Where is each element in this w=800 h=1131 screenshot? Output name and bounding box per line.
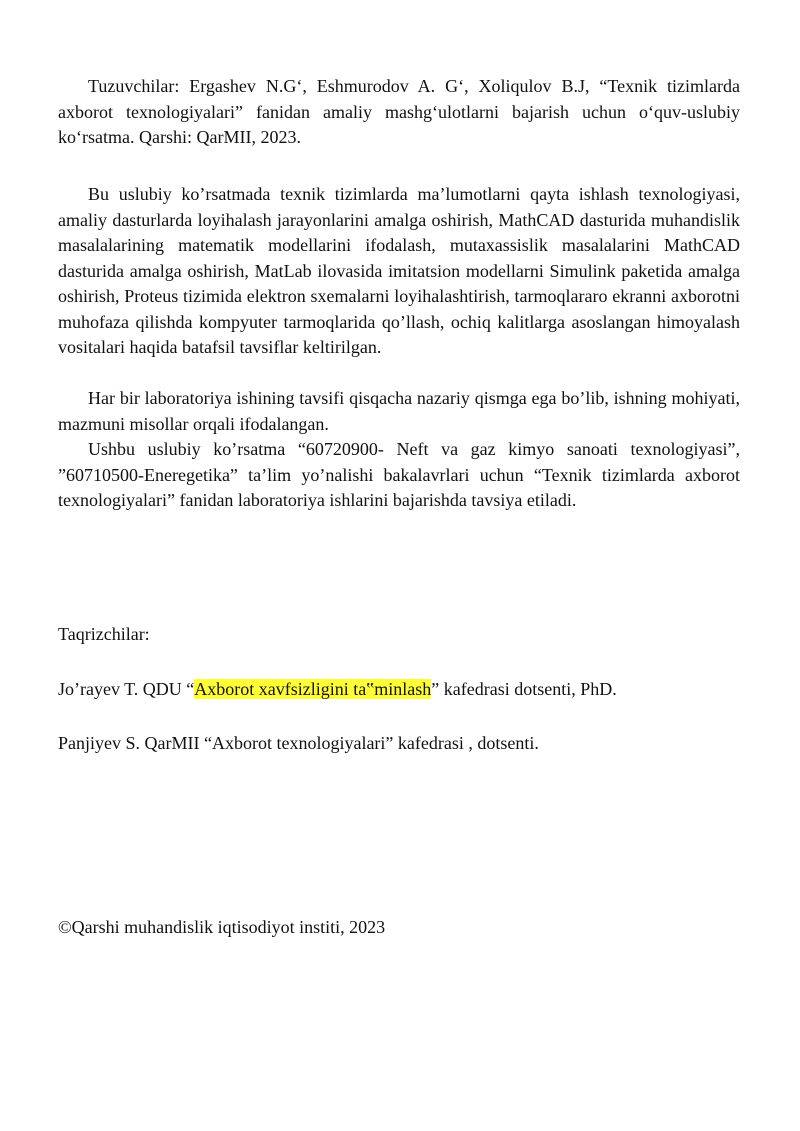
reviewer-1-suffix: ” kafedrasi dotsenti, PhD. [431,679,617,699]
copyright-line: ©Qarshi muhandislik iqtisodiyot institi, 2023 [58,917,386,937]
abstract-paragraph-3: Ushbu uslubiy ko’rsatma “60720900- Neft va gaz kimyo sanoati texnologiyasi”, ”60710500-Eneregetika” ta’lim yo’nalishi bakalavrlari uchun “Texnik tizimlarda axborot texnologiyalari” fanidan laboratoriya ishlarini bajarishda tavsiya etiladi. [58,439,740,510]
reviewer-1-prefix: Jo’rayev T. QDU “ [58,679,195,699]
reviewers-heading: Taqrizchilar: [58,624,150,644]
authors-paragraph: Tuzuvchilar: Ergashev N.G‘, Eshmurodov A. G‘, Xoliqulov B.J, “Texnik tizimlarda axborot texnologiyalari” fanidan amaliy mashg‘ulotlarni bajarish uchun o‘quv-uslubiy ko‘rsatma. Qarshi: QarMII, 2023. [58,76,740,147]
reviewer-2: Panjiyev S. QarMII “Axborot texnologiyalari” kafedrasi , dotsenti. [58,733,539,753]
reviewer-1 [58,677,617,703]
abstract-paragraph-2: Har bir laboratoriya ishining tavsifi qisqacha nazariy qismga ega bo’lib, ishning mohiyati, mazmuni misollar orqali ifodalangan. [58,388,740,434]
reviewer-1-highlighted-department: Axborot xavfsizligini ta‟minlash [194,679,432,699]
abstract-paragraph-1: Bu uslubiy ko’rsatmada texnik tizimlarda ma’lumotlarni qayta ishlash texnologiyasi, amaliy dasturlarda loyihalash jarayonlarini amalga oshirish, MathCAD dasturida muhandislik masalalarining matematik modellarini ifodalash, mutaxassislik masalalarini MathCAD dasturida amalga oshirish, MatLab ilovasida imitatsion modellarni Simulink paketida amalga oshirish, Proteus tizimida elektron sxemalarni loyihalashtirish, tarmoqlararo ekranni axborotni muhofaza qilishda kompyuter tarmoqlarida qo’llash, ochiq kalitlarga asoslangan himoyalash vositalari haqida batafsil tavsiflar keltirilgan. [58,184,740,357]
